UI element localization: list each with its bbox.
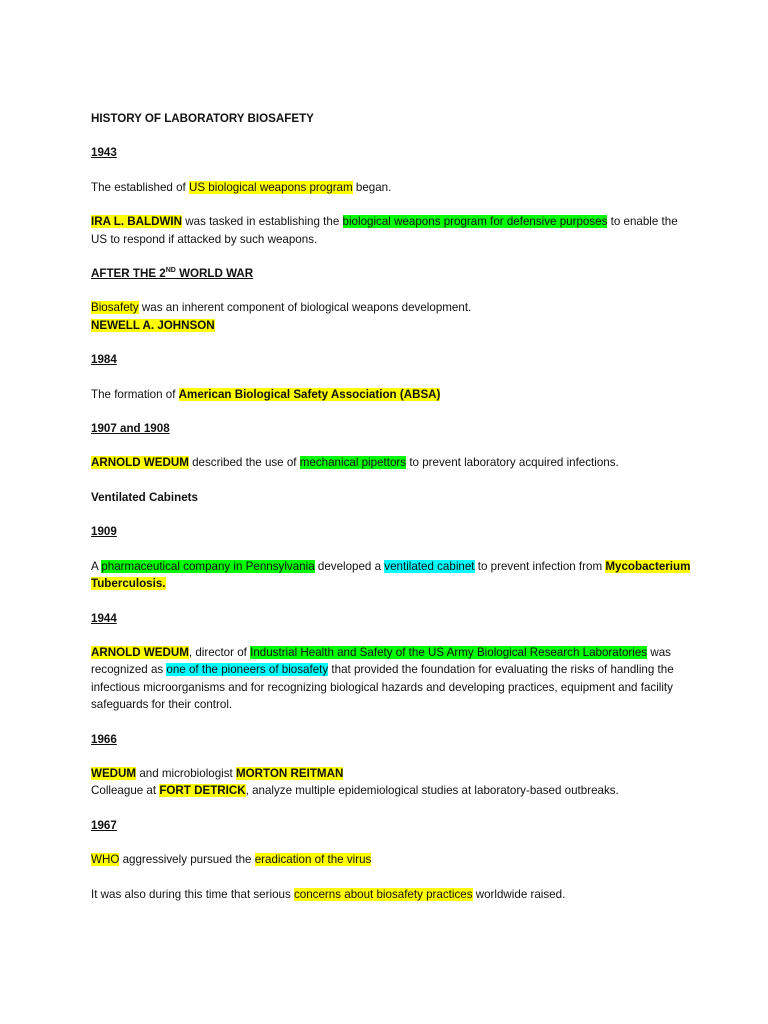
heading-1907-1908: 1907 and 1908 bbox=[91, 422, 170, 436]
highlight-yellow: FORT DETRICK bbox=[159, 784, 246, 798]
text: began. bbox=[352, 180, 392, 194]
highlight-yellow: US biological weapons program bbox=[188, 180, 353, 194]
text: , analyze multiple epidemiological studies at laboratory-based outbreaks. bbox=[245, 784, 619, 798]
paragraph-1984-absa bbox=[91, 386, 691, 403]
text: that provided the foundation for evaluating the risks of handling the infectious microorganisms and for recognizing biological hazards and developing practices, equipment and facility safeguards for their control. bbox=[91, 663, 674, 712]
paragraph-1943-program bbox=[91, 179, 691, 196]
highlight-yellow: WEDUM bbox=[91, 766, 137, 780]
heading-1984: 1984 bbox=[91, 353, 117, 367]
heading-1909: 1909 bbox=[91, 525, 117, 539]
highlight-yellow: IRA L. BALDWIN bbox=[91, 215, 183, 229]
highlight-yellow: Biosafety bbox=[91, 301, 139, 315]
heading-after-world-war bbox=[91, 265, 691, 282]
paragraph-1944-wedum bbox=[91, 644, 691, 714]
text: was recognized as bbox=[91, 645, 671, 677]
text: to prevent laboratory acquired infections. bbox=[406, 456, 619, 470]
paragraph-1909-cabinet bbox=[91, 558, 691, 593]
paragraph-1907-pipettors bbox=[91, 454, 691, 471]
paragraph-1966-reitman bbox=[91, 765, 691, 782]
highlight-green: Industrial Health and Safety of the US Army Biological Research Laboratories bbox=[250, 645, 648, 659]
highlight-yellow: eradication of the virus bbox=[254, 853, 372, 867]
text: A bbox=[91, 559, 102, 573]
highlight-green: pharmaceutical company in Pennsylvania bbox=[101, 559, 315, 573]
highlight-green: biological weapons program for defensive purposes bbox=[342, 215, 608, 229]
highlight-cyan: ventilated cabinet bbox=[384, 559, 475, 573]
text: described the use of bbox=[188, 456, 300, 470]
text: , director of bbox=[188, 645, 251, 659]
text: aggressively pursued the bbox=[119, 853, 255, 867]
text: The established of bbox=[91, 180, 189, 194]
document-title: HISTORY OF LABORATORY BIOSAFETY bbox=[91, 112, 314, 125]
highlight-yellow: WHO bbox=[91, 853, 120, 867]
text: The formation of bbox=[91, 387, 179, 401]
highlight-cyan: one of the pioneers of biosafety bbox=[166, 663, 329, 677]
heading-ventilated-cabinets: Ventilated Cabinets bbox=[91, 490, 198, 504]
highlight-yellow: ARNOLD WEDUM bbox=[91, 645, 189, 659]
paragraph-johnson bbox=[91, 317, 691, 334]
heading-1944: 1944 bbox=[91, 611, 117, 625]
text: was an inherent component of biological weapons development. bbox=[138, 301, 472, 315]
heading-text: AFTER THE 2 bbox=[91, 267, 166, 281]
heading-1966: 1966 bbox=[91, 732, 117, 746]
paragraph-biosafety bbox=[91, 299, 691, 316]
text: to enable the US to respond if attacked by such weapons. bbox=[91, 215, 678, 246]
text: worldwide raised. bbox=[472, 887, 566, 901]
text: Colleague at bbox=[91, 784, 160, 798]
text: It was also during this time that serious bbox=[91, 887, 294, 901]
highlight-green: mechanical pipettors bbox=[299, 456, 407, 470]
superscript: ND bbox=[165, 267, 176, 275]
text: and microbiologist bbox=[136, 766, 236, 780]
highlight-yellow: MORTON REITMAN bbox=[235, 766, 344, 780]
text: to prevent infection from bbox=[474, 559, 606, 573]
paragraph-1967-concerns bbox=[91, 886, 691, 903]
highlight-yellow: Mycobacterium Tuberculosis. bbox=[91, 559, 691, 591]
highlight-yellow: concerns about biosafety practices bbox=[293, 887, 473, 901]
paragraph-1943-baldwin bbox=[91, 213, 691, 248]
text: developed a bbox=[314, 559, 385, 573]
highlight-yellow: ARNOLD WEDUM bbox=[91, 456, 189, 470]
heading-text: WORLD WAR bbox=[175, 267, 254, 281]
heading-1967: 1967 bbox=[91, 818, 117, 832]
heading-1943: 1943 bbox=[91, 146, 117, 160]
text: was tasked in establishing the bbox=[182, 215, 343, 229]
paragraph-1966-detrick bbox=[91, 782, 691, 799]
paragraph-1967-who bbox=[91, 851, 691, 868]
highlight-yellow: American Biological Safety Association (ABSA) bbox=[178, 387, 441, 401]
document-body bbox=[91, 110, 691, 903]
highlight-yellow: NEWELL A. JOHNSON bbox=[91, 318, 215, 332]
